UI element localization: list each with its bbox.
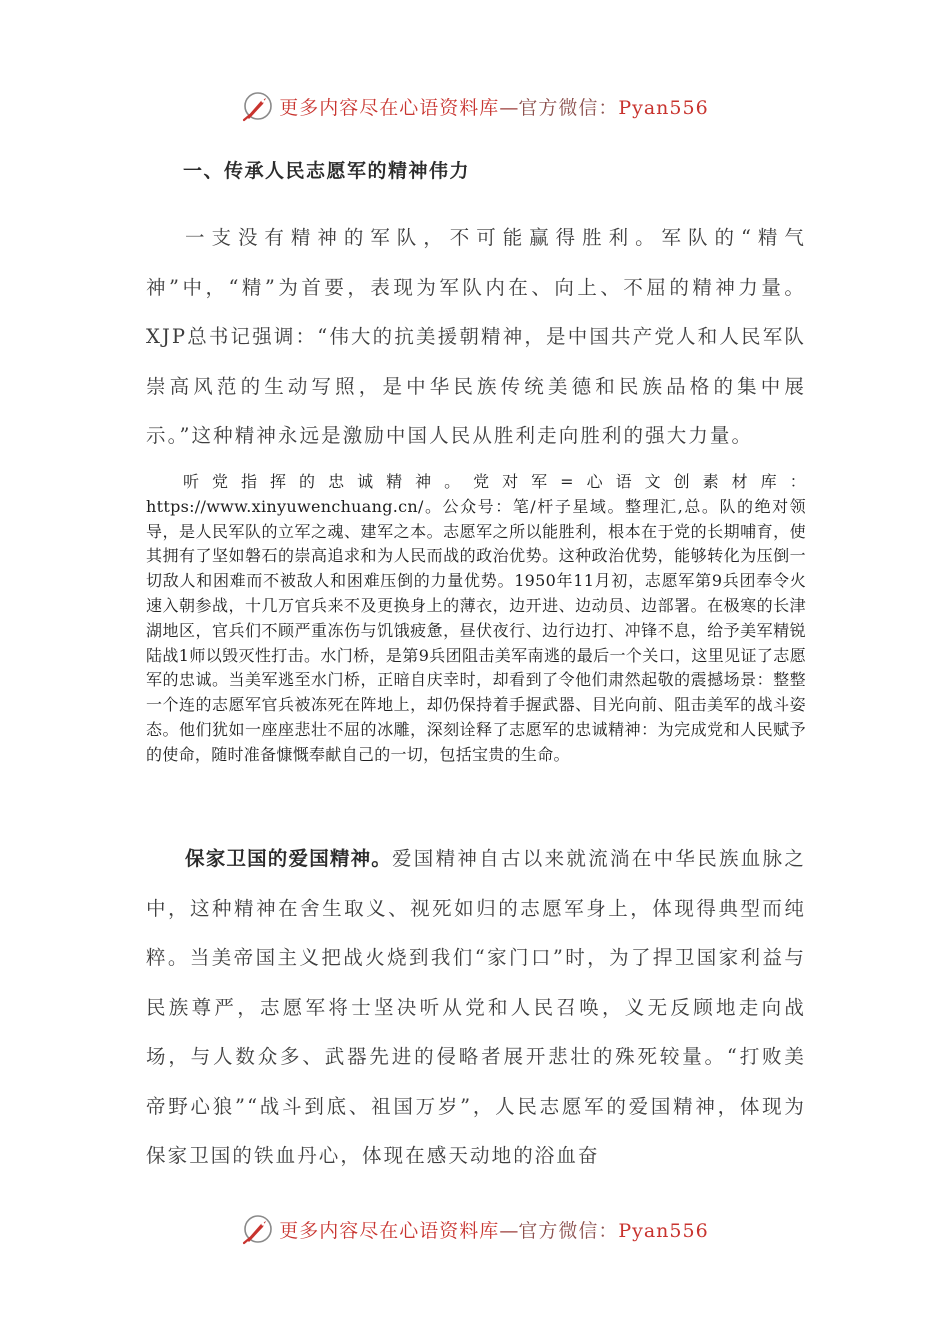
banner-contact-label: 官方微信： — [518, 1219, 619, 1242]
paragraph-patriotism — [146, 834, 806, 1181]
paragraph-intro: 一支没有精神的军队，不可能赢得胜利。军队的“精气神”中，“精”为首要，表现为军队内在、向上、不屈的精神力量。XJP总书记强调：“伟大的抗美援朝精神，是中国共产党人和人民军队崇高风范的生动写照，是中华民族传统美德和民族品格的集中展示。”这种精神永远是激励中国人民从胜利走向胜利的强大力量。 — [146, 226, 806, 447]
pen-nib-logo-icon — [241, 89, 275, 123]
banner-contact-id: Pyan556 — [618, 1219, 709, 1242]
paragraph-patriotism-body: 爱国精神自古以来就流淌在中华民族血脉之中，这种精神在舍生取义、视死如归的志愿军身上，体现得典型而纯粹。当美帝国主义把战火烧到我们“家门口”时，为了捍卫国家利益与民族尊严，志愿军将士坚决听从党和人民召唤，义无反顾地走向战场，与人数众多、武器先进的侵略者展开悲壮的殊死较量。“打败美帝野心狼”“战斗到底、祖国万岁”，人民志愿军的爱国精神，体现为保家卫国的铁血丹心，体现在感天动地的浴血奋 — [146, 847, 806, 1167]
banner-contact-id: Pyan556 — [618, 96, 709, 119]
banner-text — [279, 1216, 708, 1243]
banner-dash: — — [499, 96, 519, 119]
banner-dash: — — [499, 1219, 519, 1242]
pen-nib-logo-icon — [241, 1212, 275, 1246]
paragraph-patriotism-lead: 保家卫国的爱国精神。 — [185, 847, 392, 870]
banner-text — [279, 93, 708, 120]
banner-contact-label: 官方微信： — [518, 96, 619, 119]
watermark-banner-top — [0, 86, 950, 126]
watermark-banner-bottom — [0, 1209, 950, 1249]
banner-brand: 更多内容尽在心语资料库 — [279, 96, 500, 119]
banner-brand: 更多内容尽在心语资料库 — [279, 1219, 500, 1242]
section-heading: 一、传承人民志愿军的精神伟力 — [183, 160, 471, 182]
paragraph-loyalty: 听党指挥的忠诚精神。党对军=心语文创素材库：https://www.xinyuwenchuang.cn/。公众号：笔/杆子星域。整理汇,总。队的绝对领导，是人民军队的立军之魂、建军之本。志愿军之所以能胜利，根本在于党的长期哺育，使其拥有了坚如磐石的崇高追求和为人民而战的政治优势。这种政治优势，能够转化为压倒一切敌人和困难而不被敌人和困难压倒的力量优势。1950年11月初，志愿军第9兵团奉令火速入朝参战，十几万官兵来不及更换身上的薄衣，边开进、边动员、边部署。在极寒的长津湖地区，官兵们不顾严重冻伤与饥饿疲惫，昼伏夜行、边行边打、冲锋不息，给予美军精锐陆战1师以毁灭性打击。水门桥，是第9兵团阻击美军南逃的最后一个关口，这里见证了志愿军的忠诚。当美军逃至水门桥，正暗自庆幸时，却看到了令他们肃然起敬的震撼场景：整整一个连的志愿军官兵被冻死在阵地上，却仍保持着手握武器、目光向前、阻击美军的战斗姿态。他们犹如一座座悲壮不屈的冰雕，深刻诠释了志愿军的忠诚精神：为完成党和人民赋予的使命，随时准备慷慨奉献自己的一切，包括宝贵的生命。 — [146, 472, 806, 764]
